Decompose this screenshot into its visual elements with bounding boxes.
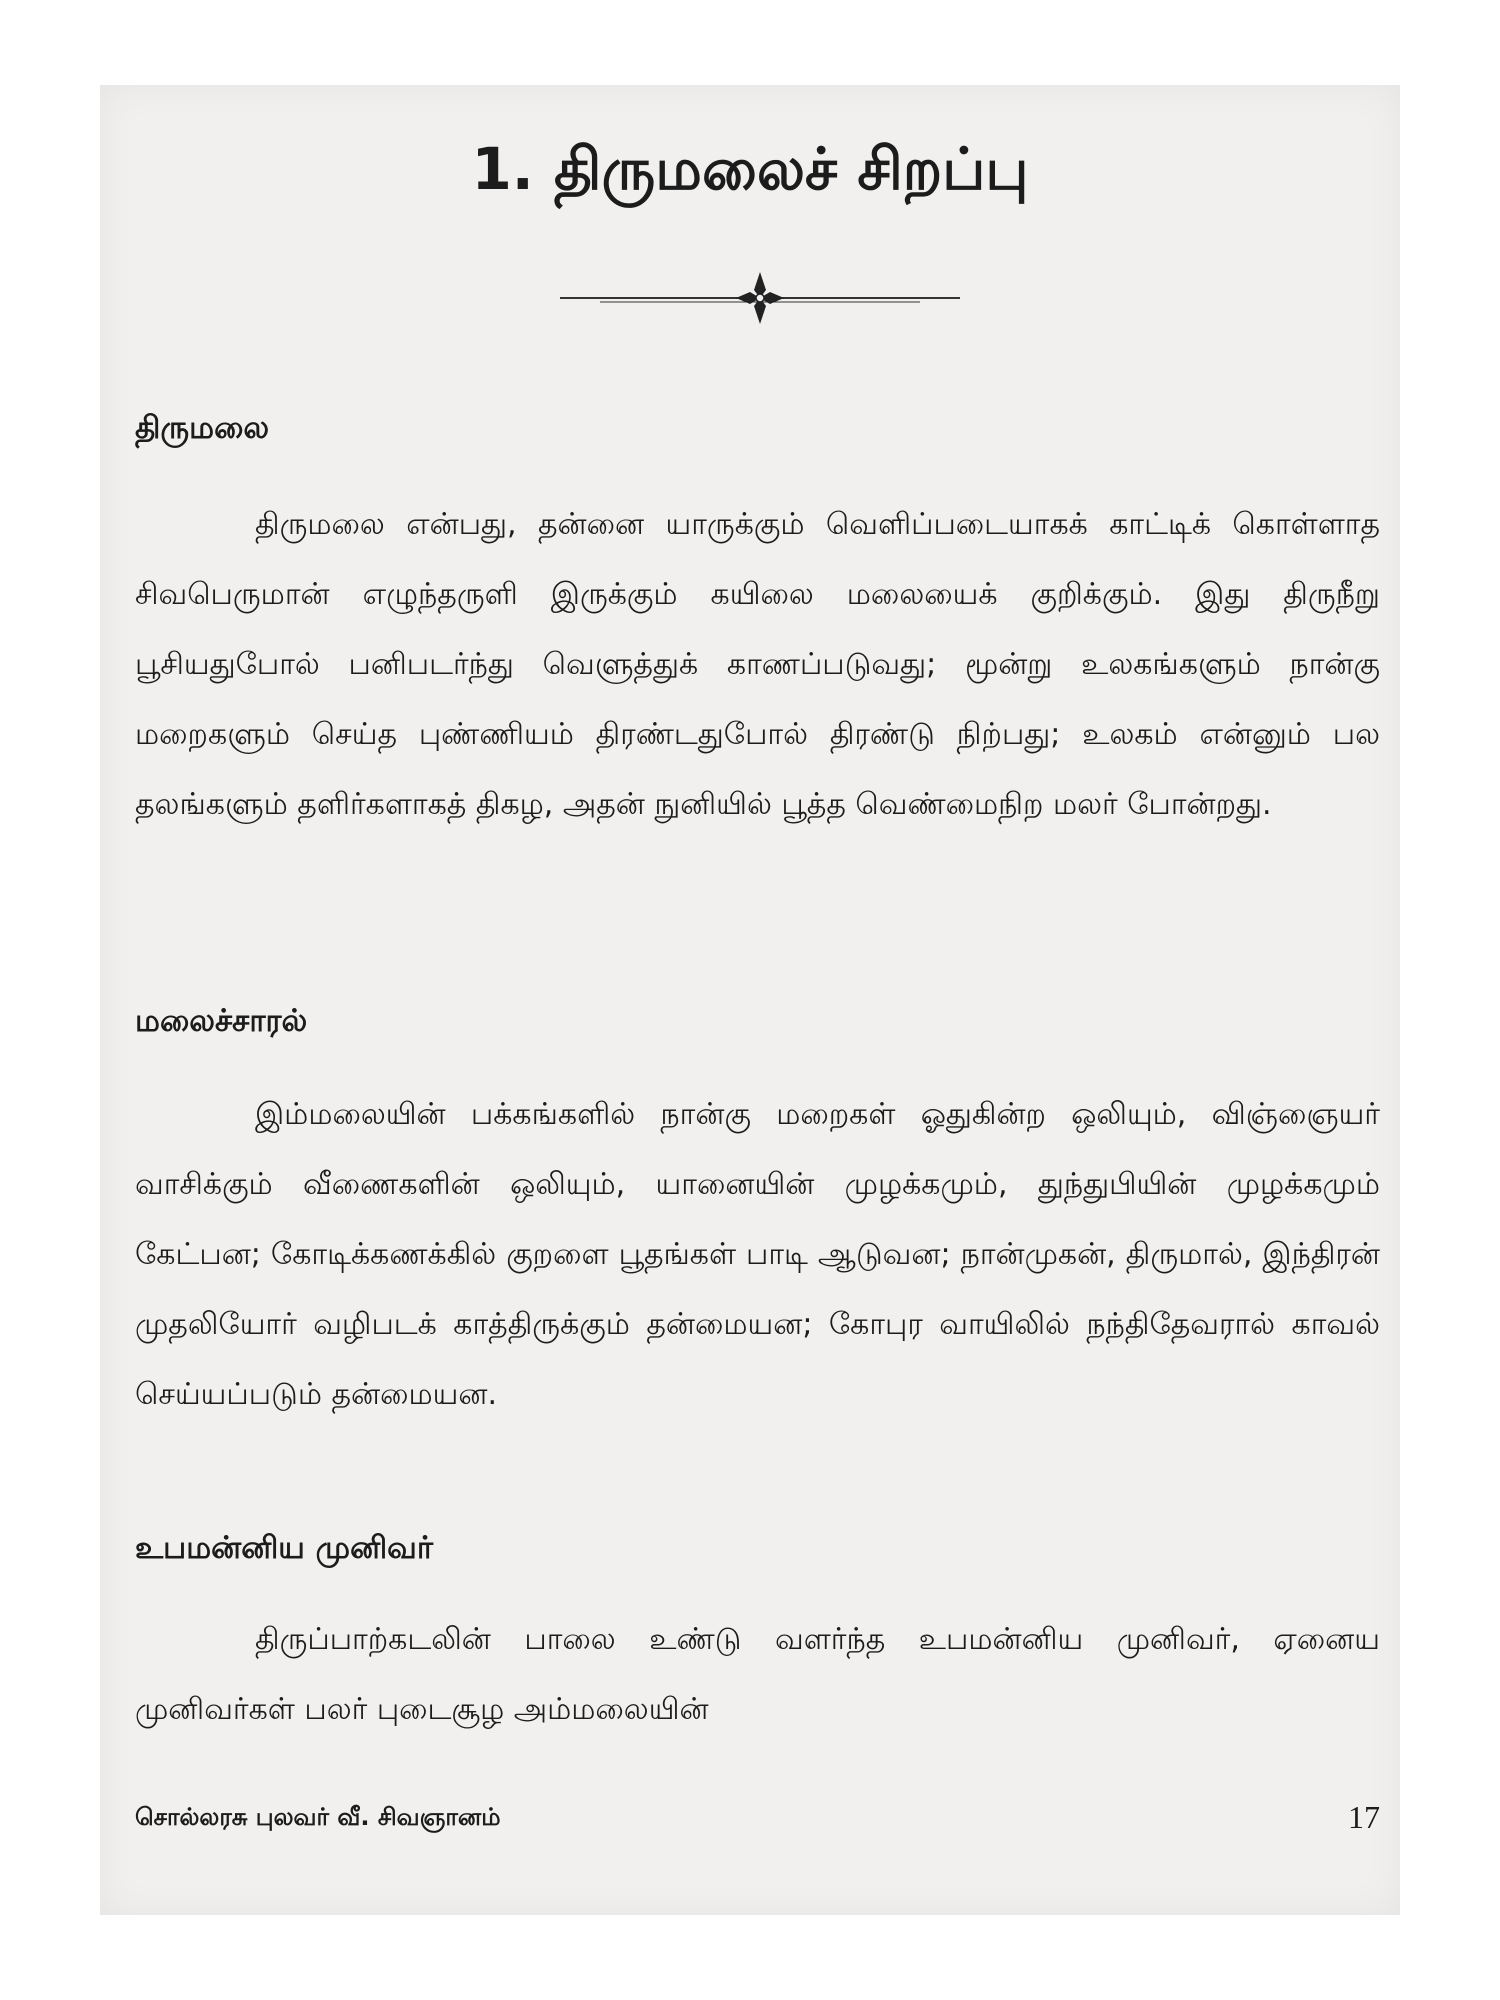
section-heading-upamanniya-munivar: உபமன்னிய முனிவர் [135, 1530, 434, 1566]
section-heading-tirumalai: திருமலை [135, 410, 270, 446]
chapter-title: 1. திருமலைச் சிறப்பு [471, 135, 1029, 203]
paragraph-malaicharal: இம்மலையின் பக்கங்களில் நான்கு மறைகள் ஓதுகின்ற ஒலியும், விஞ்ஞையர் வாசிக்கும் வீணைகளின் ஒலியும், யானையின் முழக்கமும், துந்துபியின் முழக்கமும் கேட்பன; கோடிக்கணக்கில் குறளை பூதங்கள் பாடி ஆடுவன; நான்முகன், திருமால், இந்திரன் முதலியோர் வழிபடக் காத்திருக்கும் தன்மையன; கோபுர வாயிலில் நந்திதேவரால் காவல் செய்யப்படும் தன்மையன. [135, 1097, 1380, 1412]
footer-author: சொல்லரசு புலவர் வீ. சிவஞானம் [135, 1803, 501, 1831]
section-heading-malaicharal: மலைச்சாரல் [135, 1003, 308, 1039]
title-ornament-icon [560, 268, 960, 324]
paragraph-upamanniya-munivar: திருப்பாற்கடலின் பாலை உண்டு வளர்ந்த உபமன்னிய முனிவர், ஏனைய முனிவர்கள் பலர் புடைசூழ அம்மலையின் [135, 1622, 1380, 1727]
page-number: 17 [1348, 1799, 1380, 1835]
page-footer [135, 1799, 1380, 1843]
paragraph-tirumalai: திருமலை என்பது, தன்னை யாருக்கும் வெளிப்படையாகக் காட்டிக் கொள்ளாத சிவபெருமான் எழுந்தருளி இருக்கும் கயிலை மலையைக் குறிக்கும். இது திருநீறு பூசியதுபோல் பனிபடர்ந்து வெளுத்துக் காணப்படுவது; மூன்று உலகங்களும் நான்கு மறைகளும் செய்த புண்ணியம் திரண்டதுபோல் திரண்டு நிற்பது; உலகம் என்னும் பல தலங்களும் தளிர்களாகத் திகழ, அதன் நுனியில் பூத்த வெண்மைநிற மலர் போன்றது. [135, 507, 1380, 822]
